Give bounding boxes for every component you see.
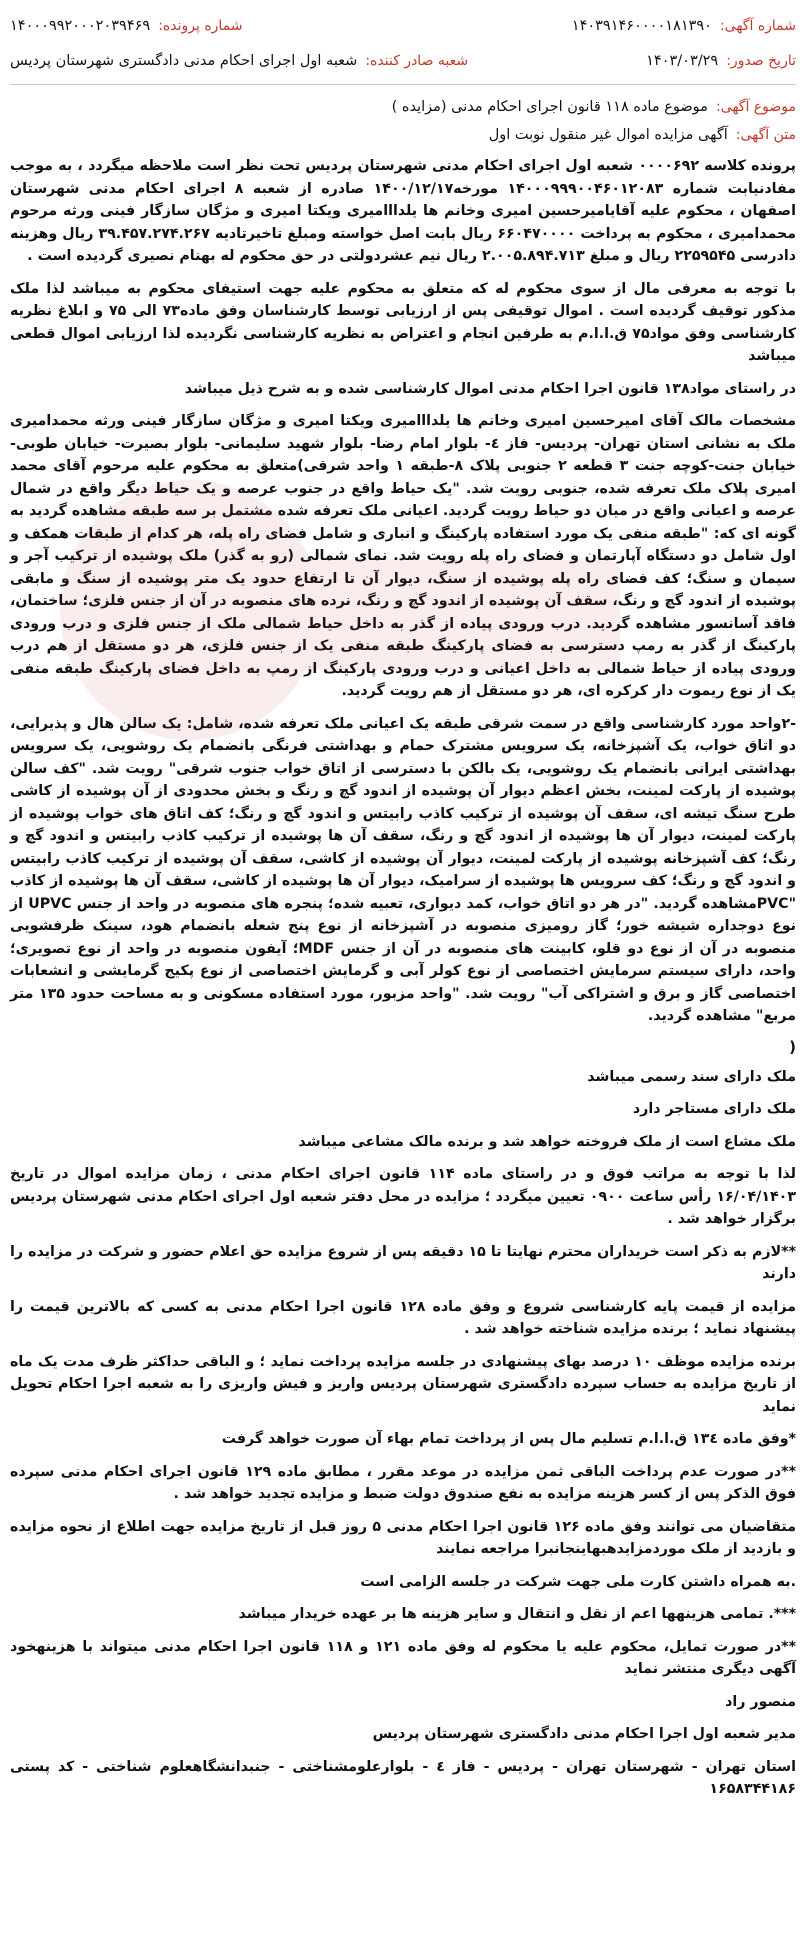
term-costs: ***. تمامی هزینهها اعم از نقل و انتقال و سایر هزینه ها بر عهده خریدار میباشد bbox=[238, 1606, 796, 1622]
note-official-deed: ملک دارای سند رسمی میباشد bbox=[587, 1068, 796, 1085]
subject-label: موضوع آگهی: bbox=[715, 99, 796, 115]
issue-date-cell bbox=[468, 53, 796, 69]
issue-date: ۱۴۰۳/۰۳/۲۹ bbox=[646, 52, 719, 69]
term-default: **در صورت عدم پرداخت الباقی ثمن مزایده در موعد مقرر ، مطابق ماده ۱۲۹ قانون اجرای احکام مدنی سپرده فوق الذکر پس از کسر هزینه مزایده به نفع صندوق دولت ضبط و مزایده تجدید خواهد شد . bbox=[10, 1463, 796, 1502]
term-base-price: مزایده از قیمت پایه کارشناسی شروع و وفق ماده ۱۲۸ قانون اجرا احکام مدنی به کسی که بالاترین قیمت را پیشنهاد نماید ؛ برنده مزایده شناخته خواهد شد . bbox=[10, 1298, 796, 1337]
text-title-row bbox=[10, 127, 796, 143]
term-payment: برنده مزایده موظف ۱۰ درصد بهای پیشنهادی در جلسه مزایده پرداخت نماید ؛ و الباقی حداکثر ظرف مدت یک ماه از تاریخ مزایده به حساب سپرده دادگستری شهرستان پردیس واریز و فیش واریزی را به شعبه اجرا احکام تحویل نماید bbox=[10, 1353, 796, 1415]
meta-row-1 bbox=[10, 8, 796, 43]
text-title: آگهی مزایده اموال غیر منقول نوبت اول bbox=[488, 127, 728, 143]
issuer: شعبه اول اجرای احکام مدنی دادگستری شهرستان پردیس bbox=[10, 52, 358, 69]
term-inspection: متقاضیان می توانند وفق ماده ۱۲۶ قانون اجرا احکام مدنی ۵ روز قبل از تاریخ مزایده جهت اطلاع از نحوه مزایده و بازدید از ملک موردمزایدهبهاینجانبرا مراجعه نمایند bbox=[10, 1518, 796, 1557]
subject-text: موضوع ماده ۱۱۸ قانون اجرای احکام مدنی (مزایده ) bbox=[391, 99, 708, 115]
signature-name: منصور راد bbox=[725, 1693, 796, 1710]
text-label: متن آگهی: bbox=[735, 127, 796, 143]
term-delivery: *وفق ماده ۱۳٤ ق.ا.ا.م تسلیم مال پس از پرداخت تمام بهاء آن صورت خواهد گرفت bbox=[221, 1431, 796, 1447]
paragraph-property-description: مشخصات مالک آقای امیرحسین امیری وخانم ها یلدااامیری ویکتا امیری و مژگان سازگار فینی ورثه محمدامیری ملک به نشانی استان تهران- پردیس- فاز ٤- بلوار امام رضا- بلوار شهید سلیمانی- بلوار بصیرت- خیابان طوبی- خیابان جنت-کوچه جنت ۳ قطعه ۲ جنوبی پلاک ۸-طبقه ۱ واحد شرقی)متعلق به محکوم علیه مرحوم آقای محمد امیری پلاک ملک تعرفه شده، جنوبی رویت شد. "یک حیاط واقع در جنوب عرصه و یک حیاط دیگر واقع در شمال عرصه و اعیانی واقع در میان دو حیاط رویت گردید. اعیانی ملک تعرفه شده مشتمل بر سه طبقه مشاهده گردید به گونه ای که: "طبقه منفی یک مورد استفاده پارکینگ و انباری و شامل فضای راه پله، هر کدام از طبقات همکف و اول شامل دو دستگاه آپارتمان و فضای راه پله رویت شد. نمای شمالی (رو به گذر) ملک پوشیده از ترکیب آجر و سیمان و سنگ؛ کف فضای راه پله پوشیده از سنگ، دیوار آن تا ارتفاع حدود یک متر پوشیده از سنگ و مابقی پوشیده از اندود گچ و رنگ، سقف آن پوشیده از اندود گچ و رنگ، نرده های منصوبه در آن از جنس فلزی؛ ساختمان، فاقد آسانسور مشاهده گردید. درب ورودی پیاده از گذر به داخل حیاط شمالی ملک از جنس فلزی و درب ورودی پارکینگ از گذر به رمپ دسترسی به فضای پارکینگ طبقه منفی یک از جنس فلزی، هر دو مستقل از هم درب ورودی پیاده از حیاط شمالی به داخل اعیانی و درب ورودی پارکینگ از رمپ به داخل فضای پارکینگ طبقه منفی یک از نوع ریموت دار کرکره ای، هر دو مستقل از هم رویت گردید. bbox=[10, 413, 796, 699]
term-auction-date: لذا با توجه به مراتب فوق و در راستای ماده ۱۱۴ قانون اجرای احکام مدنی ، زمان مزایده اموال در تاریخ ۱۶/۰۴/۱۴۰۳ رأس ساعت ۰۹۰۰ تعیین میگردد ؛ مزایده در محل دفتر شعبه اول اجرای احکام مدنی شهرستان پردیس برگزار خواهد شد . bbox=[10, 1166, 796, 1227]
paragraph-unit-description: -۲واحد مورد کارشناسی واقع در سمت شرقی طبقه یک اعیانی ملک تعرفه شده، شامل: یک سالن هال و پذیرایی، دو اتاق خواب، یک آشپزخانه، یک سرویس مشترک حمام و بهداشتی فرنگی بانضمام یک روشویی، یک سرویس بهداشتی ایرانی بانضمام یک روشویی، یک بالکن با دسترسی از اتاق خواب جنوب شرقی" رویت شد. "کف سالن پوشیده از پارکت لمینت، بخش اعظم دیوار آن پوشیده از اندود گچ و رنگ و بخش محدودی از آن پوشیده از کاشی طرح سنگ تیشه ای، سقف آن پوشیده از ترکیب کاذب رابیتس و اندود گچ و رنگ؛ کف اتاق های خواب پوشیده از پارکت لمینت، دیوار آن ها پوشیده از اندود گچ و رنگ، سقف آن ها پوشیده از ترکیب کاذب رابیتس و اندود گچ و رنگ؛ کف آشپزخانه پوشیده از پارکت لمینت، دیوار آن پوشیده از کاشی، سقف آن پوشیده از ترکیب کاذب رابیتس و اندود گچ و رنگ؛ کف سرویس ها پوشیده از سرامیک، دیوار آن ها پوشیده از کاشی، سقف آن ها پوشیده از کاذب "PVCمشاهده گردید. "در هر دو اتاق خواب، کمد دیواری، تعبیه شده؛ پنجره های منصوبه در واحد از جنس UPVC از نوع دوجداره شیشه خور؛ گاز رومیزی منصوبه در آشپزخانه از نوع پنج شعله بانضمام هود، سینک ظرفشویی منصوبه در آن از نوع دو قلو، کابینت های منصوبه در آن از جنس MDF؛ آیفون منصوبه در واحد از نوع تصویری؛ واحد، دارای سیستم سرمایش اختصاصی از نوع کولر آبی و گرمایش اختصاصی از نوع پکیج گرمایشی و انشعابات اختصاصی گاز و برق و اشتراکی آب" رویت شد. "واحد مزبور، مورد استفاده مسکونی و به مساحت حدود ۱۳۵ متر مربع" مشاهده گردید. bbox=[10, 715, 797, 1024]
issuer-label: شعبه صادر کننده: bbox=[365, 52, 469, 69]
term-attendance: **لازم به ذکر است خریداران محترم نهایتا تا ۱۵ دقیقه پس از شروع مزایده حق اعلام حضور و شرکت در مزایده را دارند bbox=[10, 1243, 796, 1282]
case-number-cell bbox=[10, 18, 243, 34]
paragraph-assessment: در راستای مواد۱۳۸ قانون اجرا احکام مدنی اموال کارشناسی شده و به شرح ذیل میباشد bbox=[184, 380, 796, 397]
ad-number-cell bbox=[396, 18, 796, 34]
ad-number-label: شماره آگهی: bbox=[719, 17, 796, 34]
signature-title: مدیر شعبه اول اجرا احکام مدنی دادگستری شهرستان پردیس bbox=[372, 1726, 796, 1742]
term-national-id: .به همراه داشتن کارت ملی جهت شرکت در جلسه الزامی است bbox=[360, 1573, 796, 1590]
case-number-label: شماره پرونده: bbox=[158, 17, 243, 34]
paren-mark: ( bbox=[789, 1037, 796, 1056]
signature-address: استان تهران - شهرستان تهران - پردیس - فاز ٤ - بلوارعلومشناختی - جنبدانشگاهعلوم شناختی - کد پستی ۱۶۵۸۳۴۴۱۸۶ bbox=[10, 1758, 796, 1797]
meta-row-2 bbox=[10, 43, 796, 78]
paragraph-seizure: با توجه به معرفی مال از سوی محکوم له که متعلق به محکوم علیه جهت استیفای محکوم به میباشد لذا ملک مذکور توقیف گردیده است . اموال توقیفی پس از ارزیابی توسط کارشناسان وفق ماده۷۳ الی ۷۵ و ابلاغ نظریه کارشناسی وفق مواد۷۵ ق.ا.ا.م به طرفین انجام و اعتراض به نظریه کارشناسی نگردیده لذا ارزیابی اموال قطعی میباشد bbox=[10, 280, 796, 364]
ad-meta bbox=[10, 8, 796, 85]
case-number: ۱۴۰۰۰۹۹۲۰۰۰۲۰۳۹۴۶۹ bbox=[10, 17, 151, 34]
note-tenant: ملک دارای مستاجر دارد bbox=[632, 1101, 796, 1117]
paragraph-case: پرونده کلاسه ۰۰۰۰۶۹۲ شعبه اول اجرای احکام مدنی شهرستان پردیس تحت نظر است ملاحظه میگردد ، به موجب مفادنیابت شماره ۱۴۰۰۰۹۹۹۰۰۴۶۰۱۲۰۸۳ مورخه۱۴۰۰/۱۲/۱۷ صادره از شعبه ۸ اجرای احکام مدنی شهرستان اصفهان ، محکوم علیه آقایامیرحسین امیری وخانم ها یلدااامیری ویکتا امیری و مژگان سازگار فینی ورثه مرحوم محمدامیری ، محکوم به پرداخت ۶۶۰۴۷۰۰۰۰ ریال بابت اصل خواسته ومبلغ تاخیرتادیه ۳۹.۴۵۷.۲۷۴.۲۶۷ ریال وهزینه دادرسی ۲۲۵۹۵۴۵ ریال و مبلغ ۲.۰۰۵.۸۹۴.۷۱۳ ریال نیم عشردولتی در حق محکوم له بهنام نصیری گردیده است . bbox=[10, 158, 797, 264]
note-shared-ownership: ملک مشاع است از ملک فروخته خواهد شد و برنده مالک مشاعی میباشد bbox=[298, 1133, 796, 1150]
subject-row bbox=[10, 99, 796, 115]
issue-date-label: تاریخ صدور: bbox=[726, 52, 796, 69]
issuer-cell bbox=[10, 53, 468, 69]
ad-number: ۱۴۰۳۹۱۴۶۰۰۰۰۱۸۱۳۹۰ bbox=[571, 17, 712, 34]
term-republish: **در صورت تمایل، محکوم علیه یا محکوم له وفق ماده ۱۲۱ و ۱۱۸ قانون اجرا احکام مدنی میتواند با هزینهخود آگهی دیگری منتشر نماید bbox=[10, 1638, 797, 1677]
